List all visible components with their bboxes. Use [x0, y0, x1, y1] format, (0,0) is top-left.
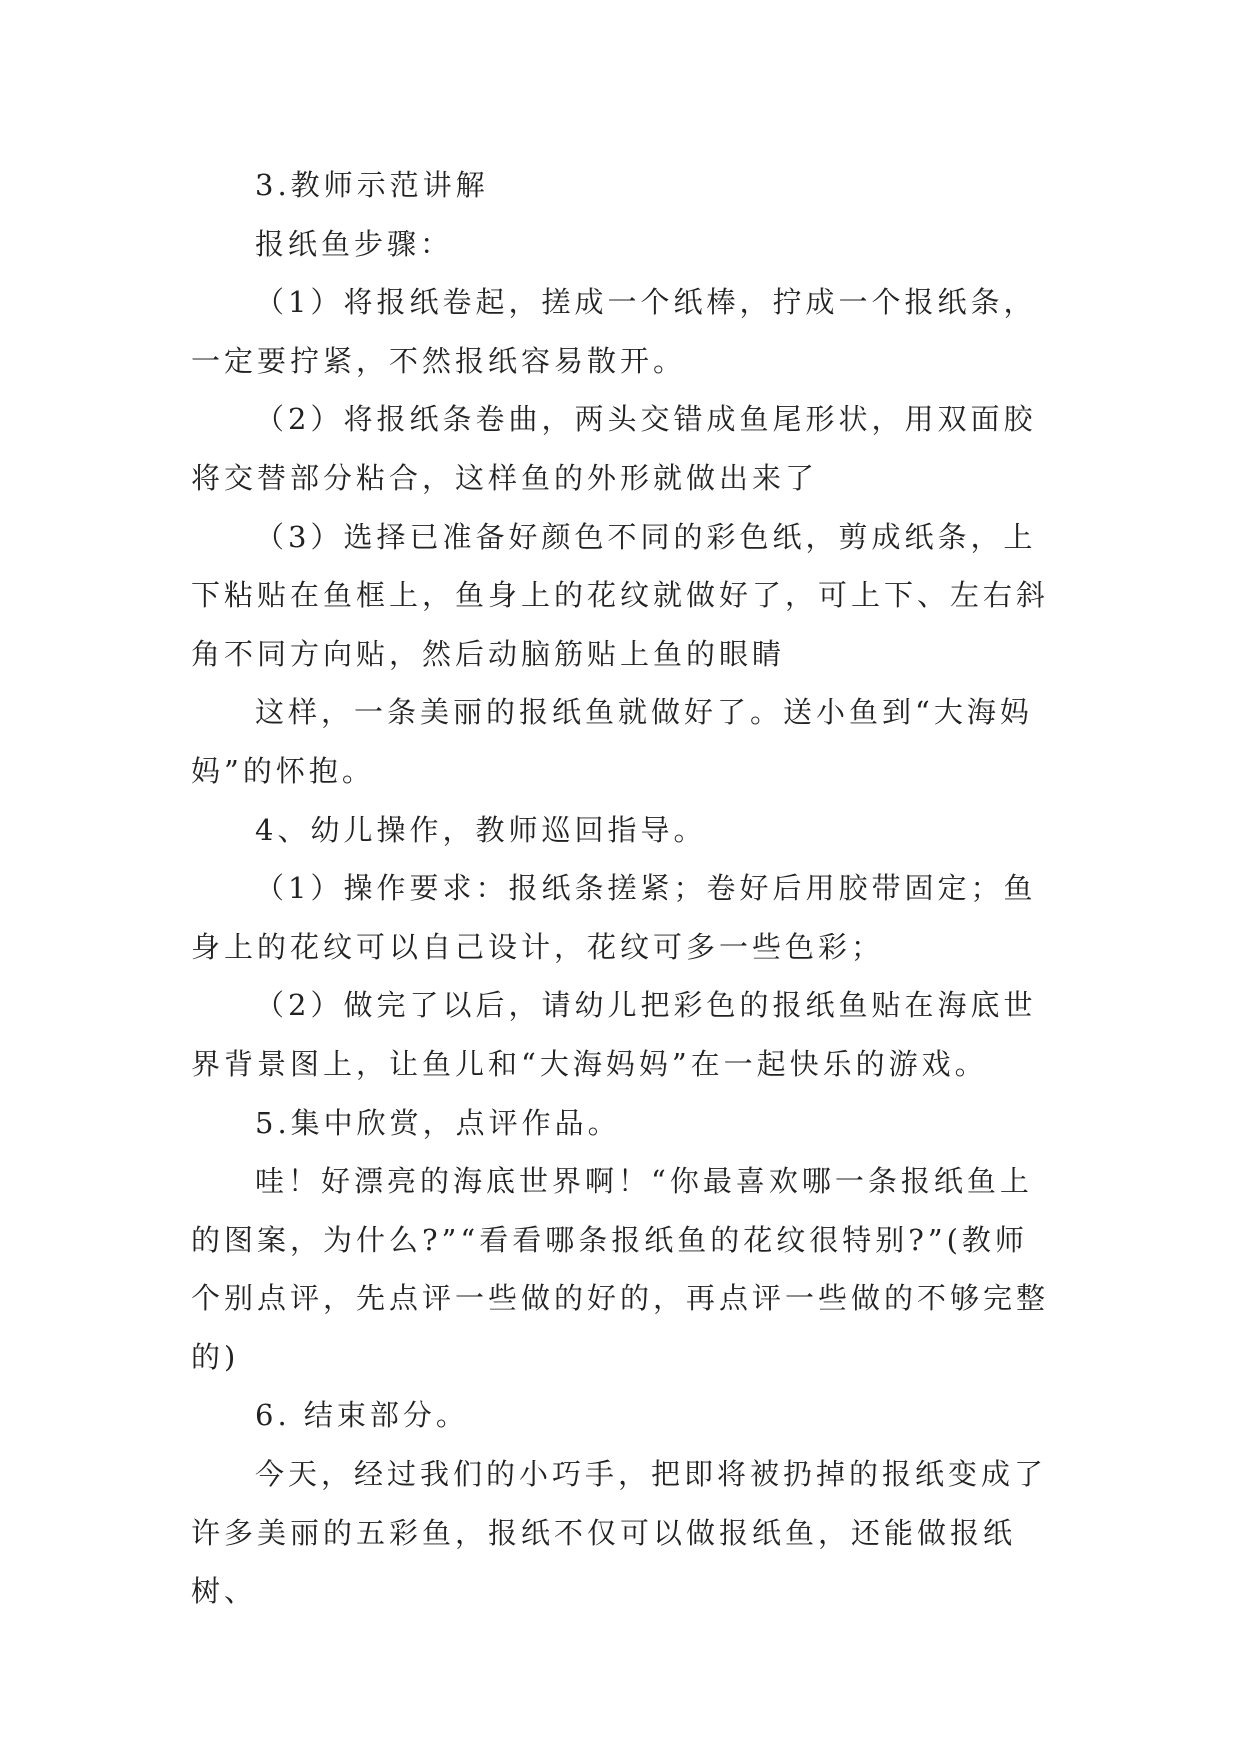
step-2-paragraph: （2）将报纸条卷曲，两头交错成鱼尾形状，用双面胶将交替部分粘合，这样鱼的外形就做出来了 — [191, 402, 1037, 495]
operation-requirement-paragraph: （1）操作要求：报纸条搓紧；卷好后用胶带固定；鱼身上的花纹可以自己设计，花纹可多一些色彩； — [191, 871, 1037, 964]
section-heading-appreciation: 5.集中欣赏，点评作品。 — [255, 1105, 621, 1140]
step-1-paragraph: （1）将报纸卷起，搓成一个纸棒，拧成一个报纸条，一定要拧紧，不然报纸容易散开。 — [191, 285, 1037, 378]
step-3-paragraph: （3）选择已准备好颜色不同的彩色纸，剪成纸条，上下粘贴在鱼框上，鱼身上的花纹就做好了，可上下、左右斜角不同方向贴，然后动脑筋贴上鱼的眼睛 — [191, 519, 1050, 671]
appreciation-paragraph: 哇！好漂亮的海底世界啊！“你最喜欢哪一条报纸鱼上的图案，为什么?”“看看哪条报纸鱼的花纹很特别?”(教师个别点评，先点评一些做的好的，再点评一些做的不够完整的) — [191, 1164, 1050, 1374]
summary-paragraph: 这样，一条美丽的报纸鱼就做好了。送小鱼到“大海妈妈”的怀抱。 — [191, 695, 1033, 788]
section-heading-operation: 4、幼儿操作，教师巡回指导。 — [255, 812, 707, 847]
section-heading-demo: 3.教师示范讲解 — [255, 168, 489, 202]
document-body — [191, 156, 1059, 1621]
operation-finish-paragraph: （2）做完了以后，请幼儿把彩色的报纸鱼贴在海底世界背景图上，让鱼儿和“大海妈妈”在一起快乐的游戏。 — [191, 988, 1037, 1081]
steps-heading: 报纸鱼步骤： — [255, 226, 454, 261]
section-heading-ending: 6. 结束部分。 — [255, 1398, 469, 1433]
ending-paragraph: 今天，经过我们的小巧手，把即将被扔掉的报纸变成了许多美丽的五彩鱼，报纸不仅可以做报纸鱼，还能做报纸树、 — [191, 1457, 1048, 1609]
